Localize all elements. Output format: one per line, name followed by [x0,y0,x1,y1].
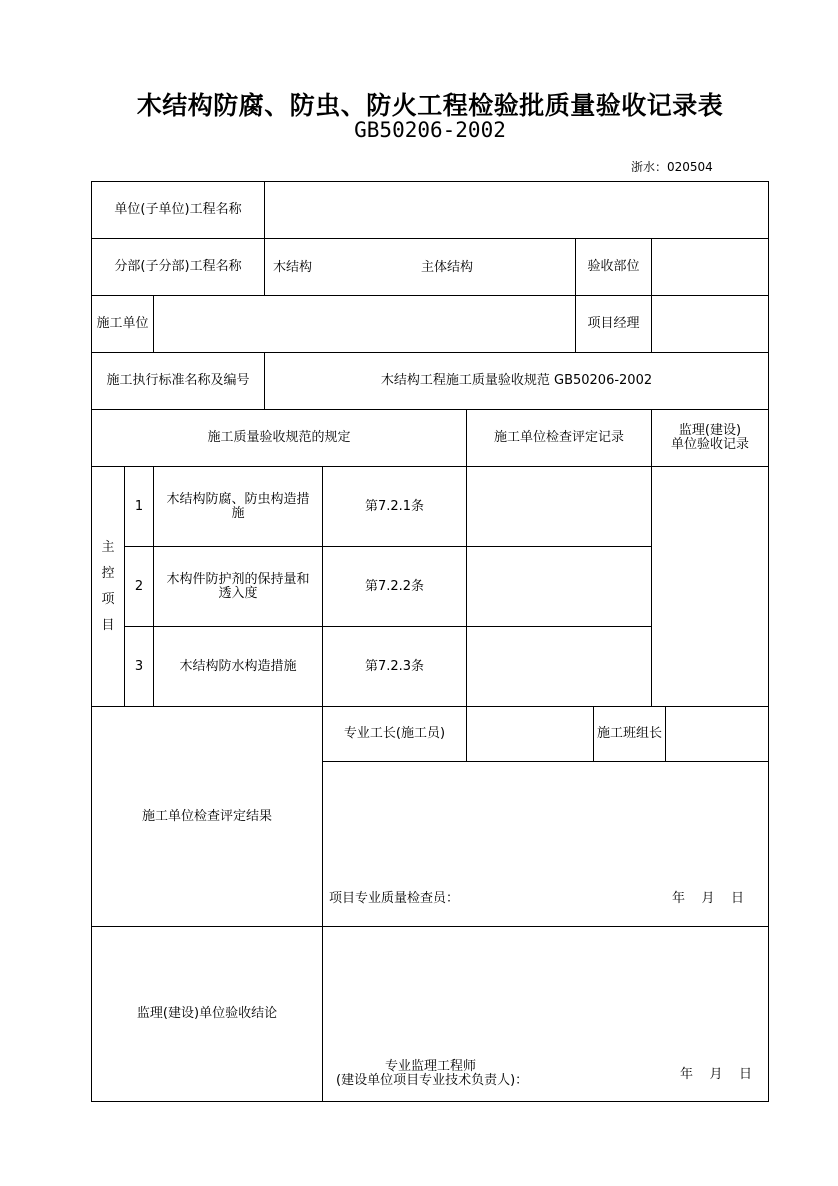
foreman-label: 专业工长(施工员) [343,726,446,741]
unit-name-label: 单位(子单位)工程名称 [114,202,242,217]
item-number: 3 [134,658,144,674]
sub-name-value-2[interactable]: 主体结构 [421,260,474,275]
sub-name-label: 分部(子分部)工程名称 [114,259,242,274]
main-control-label [92,467,124,706]
supervision-conclusion-label: 监理(建设)单位验收结论 [136,1006,278,1021]
item-check-record[interactable] [467,467,651,546]
unit-result-label: 施工单位检查评定结果 [141,808,272,824]
spec-rules-header: 施工质量验收规范的规定 [207,430,351,445]
accept-part-label: 验收部位 [587,259,640,274]
supervision-date: 年 月 日 [680,1067,753,1082]
unit-check-header: 施工单位检查评定记录 [493,430,624,445]
item-description: 木构件防护剂的保持量和透入度 [166,571,310,601]
project-manager-value[interactable] [652,296,768,352]
standard-value[interactable]: 木结构工程施工质量验收规范 GB50206-2002 [380,373,653,388]
unit-name-value[interactable] [265,182,768,238]
page-title: 木结构防腐、防虫、防火工程检验批质量验收记录表 [136,91,724,120]
item-check-record[interactable] [467,547,651,626]
item-description: 木结构防水构造措施 [179,658,297,674]
supervision-record-header-line1: 监理(建设) [678,423,742,438]
standard-label: 施工执行标准名称及编号 [106,373,250,388]
engineer-subtitle: (建设单位项目专业技术负责人)： [336,1073,529,1088]
supervision-record-header [652,410,768,466]
engineer-title: 专业监理工程师 [385,1059,477,1074]
project-manager-label: 项目经理 [587,316,640,331]
item-number: 2 [134,578,144,594]
accept-part-value[interactable] [652,239,768,295]
team-leader-value[interactable] [666,707,768,761]
item-clause: 第7.2.2条 [364,578,425,594]
main-control-char: 项 [101,591,115,607]
foreman-value[interactable] [467,707,593,761]
item-check-record[interactable] [467,627,651,706]
item-clause: 第7.2.1条 [364,498,425,514]
team-leader-label: 施工班组长 [596,726,662,741]
standard-code-subtitle: GB50206-2002 [354,118,506,142]
main-control-char: 控 [101,565,115,581]
form-code: 浙水：020504 [631,160,713,174]
inspection-date: 年 月 日 [672,891,745,906]
item-description: 木结构防腐、防虫构造措施 [166,491,310,521]
main-control-char: 目 [101,617,115,633]
main-control-char: 主 [101,539,115,555]
construction-unit-value[interactable] [154,296,575,352]
construction-unit-label: 施工单位 [96,316,149,331]
sub-name-value[interactable]: 木结构 [273,260,313,275]
supervision-record-header-line2: 单位验收记录 [670,437,749,452]
item-number: 1 [134,498,144,514]
item-clause: 第7.2.3条 [364,658,425,674]
supervision-record-value[interactable] [652,467,768,706]
inspector-label: 项目专业质量检查员： [329,891,460,906]
